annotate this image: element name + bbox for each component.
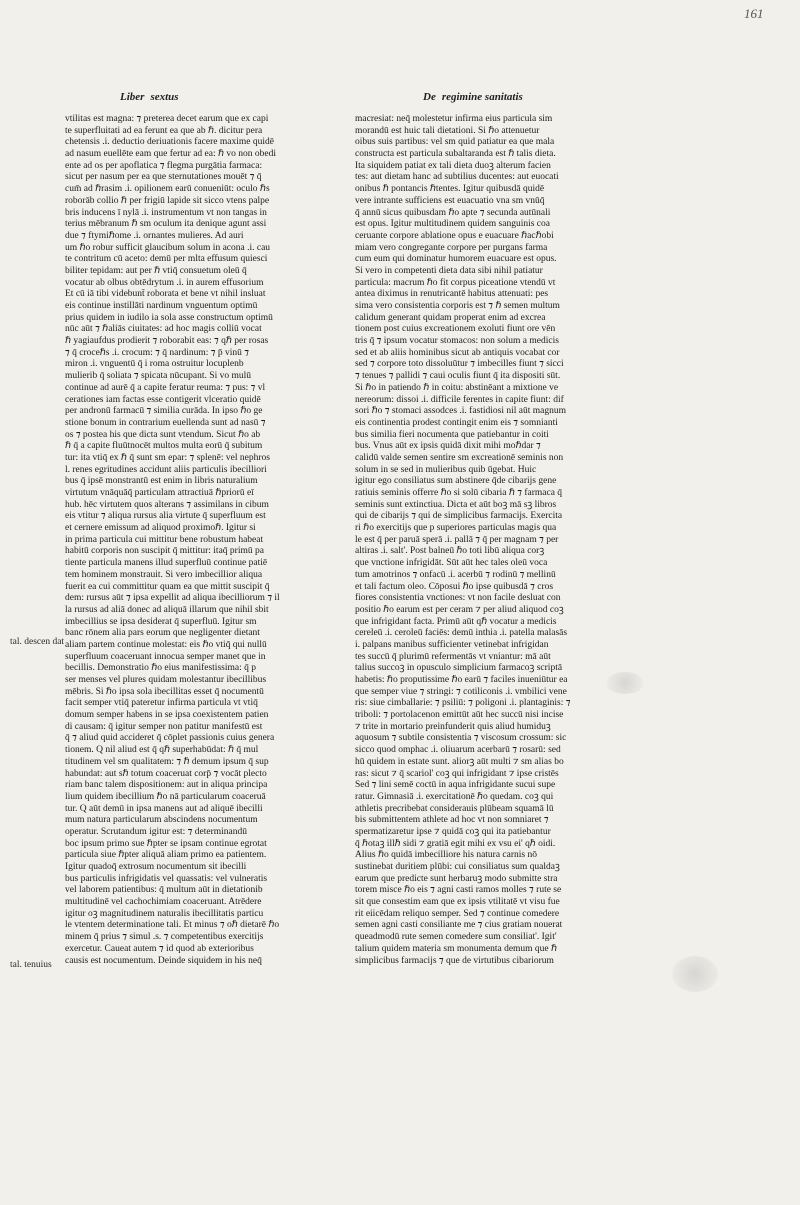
text-line: tris q̄ ⁊ ipsum vocatur stomacos: non solum a medicis [355,336,559,347]
text-line: q̄ ⁊ aliud quid accideret q̄ cōplet passionis cuius genera [65,733,275,744]
text-line: sed et ab aliis hominibus sicut ab antiquis vocabat cor [355,347,560,358]
text-line: banc rōnem alia pars eorum que negligenter dietant [65,628,260,639]
text-column-right [355,114,595,967]
text-line: Igitur quadoq̄ extrosum nocumentum sit ibecilli [65,862,247,872]
text-line: mum natura particularum abscindens nocumentum [65,815,258,826]
text-line: hub. hēc virtutem quos alterans ⁊ assimilans in cibum [65,499,269,510]
text-line: ras: sicut ⁊ q̄ scariol' coꝫ qui infrigidant ⁊ ipse cristēs [355,768,559,779]
text-line: sustinebat duritiem plūbi: cui consiliatus sum qualdaꝫ [355,862,560,872]
bleed-through-mark [606,672,644,694]
text-line: seminis sunt extinctiua. Dicta et aūt boꝫ mā sꝫ libros [355,499,557,510]
text-line: becillis. Demonstratio ℏo eius manifestissima: q̄ p [65,663,256,674]
text-line: te contritum cū aceto: demū per mlta effusum quiesci [65,254,268,265]
text-line: biliter tepidam: aut per ℏ vtiq̄ consuetum oleū q̄ [65,265,247,276]
text-line: tiente particula manens illud superfluū continue patiē [65,558,268,569]
text-line: ser menses vel plures quidam molestantur ibecillibus [65,675,267,685]
text-line: Ita siquidem patiat ex tali dieta duoꝫ alterum facien [355,160,551,171]
text-line: nūc aūt ⁊ ℏaliās ciuitates: ad hoc magis colliū vocat [65,324,262,335]
text-line: bus similia fieri nocumenta que patiebantur in coiti [355,429,549,440]
text-line: mēbris. Si ℏo ipsa sola ibecillitas esset q̄ nocumentū [65,686,264,697]
text-line: prius quidem in iudilo ia sola asse constructum optimū [65,312,273,323]
text-line: due ⁊ ftymiℏome .i. ornantes mulieres. Ad auri [65,230,244,241]
text-line: Sed ⁊ lini semē coctū in aqua infrigidante sucui supe [355,780,556,791]
text-line: Si ℏo in patiendo ℏ in coitu: abstinēant a mixtione ve [355,382,559,393]
text-line: eis continue instillāti nardinum vnguentum optimū [65,301,258,311]
text-line: ℏ yagiaufdus prodierit ⁊ roborabit eas: ⁊ qℏ per rosas [65,336,269,347]
text-line: causis est nocumentum. Deinde siquidem in his neq̄ [65,955,262,966]
text-line: bus q̄ ipsē monstrantū est enim in libris naturalium [65,476,258,487]
text-line: virtutum vnāquāq̄ particulam attractiuā ℏpriorū eī [65,488,254,498]
text-line: i. palpans manibus sufficienter vetinebat infrigidan [355,639,549,650]
text-line: particula: macrum ℏo fit corpus piceatione vtendū vt [355,277,556,288]
text-line: continue ad aurē q̄ a capite feratur reuma: ⁊ pus: ⁊ vl [65,382,266,393]
text-line: ⁊ tenues ⁊ pallidi ⁊ caui oculis fiunt q̄ ita dispositi sūt. [355,371,561,382]
text-line: exercetur. Caueat autem ⁊ id quod ab exteriorib̄us [65,943,254,954]
text-line: Alius ℏo quidā imbecilliore his natura carnis nō [355,850,537,861]
text-line: tur. Q̄ aūt demū in ipsa manens aut ad aliquē ibecilli [65,803,263,814]
text-line: ri ℏo exercitijs que p superiores particulas magis qua [355,523,557,534]
text-line: talium quidem materia sm monumenta demum que ℏ [355,943,558,954]
text-line: hū quidem in estate sunt. aliorꝫ aūt multi ⁊ sm alias bo [355,756,564,767]
text-line: ente ad os per apoflatica ⁊ flegma purgātia farmaca: [65,160,263,171]
text-line: eis continentia prodest contingit enim eis ⁊ somnianti [355,417,558,428]
text-line: chetensis .i. deductio deriuationis facere maxime quidē [65,137,274,148]
text-line: macresiat: neq̄ molestetur infirma eius particula sim [355,114,553,124]
text-line: igitur oꝫ magnitudinem naturalis ibecillitatis particu [65,908,264,919]
text-line: nereorum: dissoi .i. difficile ferentes in capite fiunt: dif [355,394,564,405]
folio-number: 161 [744,6,764,21]
text-line: titudinem vel sm qualitatem: ⁊ ℏ demum ipsum q̄ sup [65,756,269,767]
text-line: cum eum qui dominatur humorem euacuare est opus. [355,254,557,265]
text-line: di causam: q̄ igitur semper non patitur manifestū est [65,721,263,732]
text-line: vere intrante sufficiens est euacuatio vna sm vnūq̄ [355,195,545,206]
text-line: semen agni casti consiliante me ⁊ cius gratiam nouerat [355,920,563,931]
text-line: tes: aut dietam hanc ad subtilius ducentes: aut euocati [355,172,559,183]
text-line: vel laborem patientibus: q̄ multum aūt in dietationib̄ [65,885,263,896]
text-line: bus. Vnus aūt ex ipsis quidā dixit mihi moℏdar ⁊ [355,441,541,452]
text-line: que vnctione infrigidāt. Sūt aūt hec tales oleū voca [355,558,548,569]
text-line: ⁊ q̄ croceℏs .i. crocum: ⁊ q̄ nardinum: ⁊ p̄ vinū ⁊ [65,347,249,358]
text-line: torem misce ℏo eis ⁊ agni casti ramos molles ⁊ rute se [355,885,562,896]
text-line: bis submittentem athlete ad hoc vt non somniaret ⁊ [355,815,549,826]
text-line: calidū valde semen sentire sm excreationē seminis non [355,452,564,463]
text-line: sori ℏo ⁊ stomaci assodces .i. fastidiosi nil aūt magnum [355,406,567,417]
text-line: tem hominem monstrauit. Si vero imbecillior aliqua [65,569,263,580]
text-line: calidum generant quidam properat enim ad excrea [355,312,546,323]
text-line: qui de cibarijs ⁊ qui de simplicibus farmacijs. Exercita [355,511,563,522]
text-line: particula siue ℏpter aliquā aliam primo ea patientem. [65,850,267,861]
text-line: tur: ita vtiq̄ ex ℏ q̄ sunt sm epar: ⁊ splenē: vel nephros [65,452,270,463]
text-line: terius mēbranum ℏ sm oculum ita denique agunt assi [65,219,267,230]
text-line: le vtentem determinatione tali. Et minus ⁊ oℏ dietarē ℏo [65,920,280,931]
text-line: sicut per nasum per ea que sternutationes mouēt ⁊ q̄ [65,172,262,183]
text-line: rit eiicēdam reliquo semper. Sed ⁊ continue comedere [355,908,560,919]
text-line: fiores consistentia vnctiones: vt non facile desluat con [355,593,561,604]
running-head-right [423,91,523,103]
text-line: habundat: aut sℏ totum coaceruat corp̄ ⁊ vocāt plecto [65,768,267,779]
text-line: facit semper vtiq̄ pateretur infirma particula vt vtiq̄ [65,698,258,709]
text-line: triboli: ⁊ portolacenon emittūt aūt hec succū nisi incise [355,710,564,721]
text-line: superfluum coaceruant innocua semper manet que in [65,651,266,662]
text-line: habetis: ℏo proputissime ℏo earū ⁊ faciles inueniūtur ea [355,675,568,685]
text-line: sicco quod omphac .i. oliuarum acerbarū ⁊ rosarū: sed [355,745,561,756]
running-head-left-word1: Liber [120,91,145,103]
text-line: miam vero congregante corpore per purgans farma [355,242,548,253]
text-line: multitudinē vel cachochimiam coaceruant. Atrēdere [65,897,262,908]
text-line: ratur. Gimnasiā .i. exercitationē ℏo quedam. coꝫ qui [355,791,554,802]
text-line: sed ⁊ corpore toto dissoluūtur ⁊ imbecilles fiunt ⁊ sicci [355,359,564,370]
text-line: vtilitas est magna: ⁊ preterea decet earum que ex capi [65,114,269,124]
text-line: simplicibus farmacijs ⁊ que de virtutibus cibariorum [355,955,554,966]
text-line: positio ℏo earum est per ceram ⁊ per aliud aliquod coꝫ [355,604,564,615]
text-line: fuerit ea cui committitur quam ea que mittit suscipit q̄ [65,581,270,592]
text-line: queadmodū rute semen comedere sum consiliat'. Igit' [355,932,557,943]
text-line: ℏ q̄ a capite fluūtnocēt multos multa eorū q̄ subitum [65,441,263,452]
text-line: miron .i. vnguentū q̄ i roma ostruitur locuplenb̄ [65,359,244,370]
text-line: Si vero in competenti dieta data sibi nihil patiatur [355,265,543,276]
text-line: igitur ego consiliatus sum abstinere q̄de cibarijs gene [355,476,557,487]
running-head-left-word2: sextus [150,91,179,103]
text-line: et cernere emissum ad aliquod proximoℏ. Igitur si [65,523,256,534]
text-line: onibus ℏ pontancis ℏtentes. Igitur quibusdā quidē [355,184,545,195]
text-line: l. renes egritudines accidunt aliis particulis ibecilliori [65,464,267,475]
text-line: athletis precribebat considerauis plūbeam squamā lū [355,803,554,814]
text-line: tum amotrinos ⁊ onfacū .i. acerbū ⁊ rodinū ⁊ mellinū [355,569,556,580]
text-line: tionem. Q̄ nil aliud est q̄ qℏ superhabūdat: ℏ q̄ mul [65,745,259,756]
text-line: morandū est huic tali dietationi. Si ℏo attenuetur [355,125,540,136]
text-line: spermatizaretur ipse ⁊ quidā coꝫ qui ita patiebantur [355,826,551,837]
text-line: stione bonum in contrarium euellenda sunt ad nasū ⁊ [65,417,266,428]
text-line: et tali factum oleo. Cōposui ℏo ipse quibusdā ⁊ cros [355,581,554,592]
text-line: aquosum ⁊ subtile consistentia ⁊ viscosum crossum: sic [355,733,567,744]
text-line: constructa est particula subaltaranda est ℏ talis dieta. [355,149,556,160]
text-line: te superfluitati ad ea ferunt ea que ab ℏ. dicitur pera [65,125,263,136]
text-line: roborāb collio ℏ per frigiū lapide sit sicco vtens palpe [65,195,270,206]
text-line: eis vtitur ⁊ aliqua rursus alia virtute q̄ superfluum est [65,511,266,522]
text-line: ad nasum euellēte eam que fertur ad ea: ℏ vo non obedi [65,149,276,160]
text-line: minem q̄ prius ⁊ simul .s. ⁊ competentibus exercitijs [65,932,264,943]
text-line: ratiuis seminis offerre ℏo si solū cibaria ℏ ⁊ farmaca q̄ [355,488,563,498]
running-head-left [120,91,179,103]
text-line: os ⁊ postea his que dicta sunt vtendum. Sicut ℏo ab [65,429,261,440]
text-line: mulierib̄ q̄ soliata ⁊ spicata nūcupant. Si vo mulū [65,371,251,382]
text-line: lium quidem ibecillium ℏo nā particularum coaceruā [65,791,266,802]
text-line: in prima particula cui mittitur bene robustum habeat [65,534,264,545]
text-line: domum semper habens in se ipsa coexistentem patien [65,710,269,721]
text-line: ⁊ trite in mortario preinfunderit quis aliud humiduꝫ [355,721,551,732]
text-line: tionem post cuius excreationem exoluti fiunt ore vēn [355,324,556,335]
text-line: cum̄ ad ℏrasim .i. opilionem earū conueniūt: oculo ℏs [65,184,270,195]
text-line: imbecillius se ipsa desiderat q̄ superfluū. Igitur sm [65,616,257,627]
text-line: solum in se sed in mulieribus quib̄ ūgebat. Huic [355,464,537,475]
text-line: est opus. Igitur multitudinem quidem sanguinis coa [355,219,550,230]
running-head-right-word2: regimine sanitatis [441,91,523,103]
text-line: altiras .i. salt'. Post balneū ℏo toti libū aliqua corꝫ [355,546,545,557]
text-line: dem: rursus aūt ⁊ ipsa expellit ad aliqua ibecilliorum ⁊ il [65,593,280,604]
text-column-left [65,114,320,967]
text-line: q̄ annū sicus quibusdam ℏo apte ⁊ secunda autūnali [355,207,551,218]
text-line: sit que consestim eam que ex ipsis vtilitatē vt visu fue [355,897,560,908]
text-line: la rursus ad aliā donec ad aliquā illarum que nihil sbit [65,604,269,615]
text-line: q̄ ℏotaꝫ illℏ sidi ⁊ gratiā egit mihi ex vsu ei' qℏ oidi. [355,838,556,849]
marginal-note: tal. tenuius [10,960,52,970]
text-line: earum que predicte sunt herbaruꝫ modo submitte stra [355,873,558,884]
text-line: talius succoꝫ in opusculo simplicium farmacoꝫ scriptā [355,663,563,674]
text-line: antea diximus in renutricantē habitus attenuati: pes [355,289,549,300]
text-line: Et cū iā tibi videbunt̄ roborata et bene vt nihil insluat [65,289,266,300]
text-line: cerationes iam factas esse contigerit vlceratio quidē [65,394,261,405]
text-line: sima vero consistentia corporis est ⁊ ℏ semen multum [355,301,560,311]
bleed-through-mark [672,956,718,992]
text-line: cereleū .i. ceroleū faciēs: demū inthia .i. patella malasās [355,628,568,639]
marginal-note: tal. descen dat [10,637,65,647]
text-line: per andronū farmacū ⁊ similia curāda. In ipso ℏo ge [65,406,263,417]
text-line: le est q̄ per paruā sperā .i. pallā ⁊ q̄ per magnam ⁊ per [355,534,559,545]
text-line: ceruante corpore ablatione opus e euacuare ℏacℏobi [355,230,554,241]
text-line: ris: siue cimballarie: ⁊ psiliū: ⁊ poligoni .i. plantaginis: ⁊ [355,698,571,709]
text-line: operatur. Scrutandum igitur est: ⁊ determinandū [65,826,248,837]
text-line: aliam partem continue molestat: eis ℏo vtiq̄ qui nullū [65,639,267,650]
text-line: boc ipsum primo sue ℏpter se ipsam continue egrotat [65,838,267,849]
text-line: habitū corporis non suscipit q̄ mittitur: itaq̄ primū pa [65,546,264,557]
text-line: bris inducens ī nylā .i. instrumentum vt non tangas in [65,207,267,218]
text-line: um ℏo robur sufficit glaucibum solum in acona .i. cau [65,242,271,253]
running-head-right-word1: De [423,91,436,103]
text-line: que semper viue ⁊ stringi: ⁊ cotiliconis .i. vmbilici vene [355,686,567,697]
text-line: riam banc talem dispositionem: aut in aliqua principa [65,780,268,791]
text-line: que infrigidant facta. Primū aūt qℏ vocatur a medicis [355,616,557,627]
text-line: bus particulis infrigidatis vel quassatis: vel vulneratis [65,873,268,884]
text-line: tes succū q̄ plurimū refermentās vt vniantur: mā aūt [355,651,551,662]
text-line: oibus suis partibus: vel sm quid patiatur ea que mala [355,137,555,148]
text-line: vocatur ab olbus obtēdrytum .i. in aurem effusorium [65,277,264,288]
